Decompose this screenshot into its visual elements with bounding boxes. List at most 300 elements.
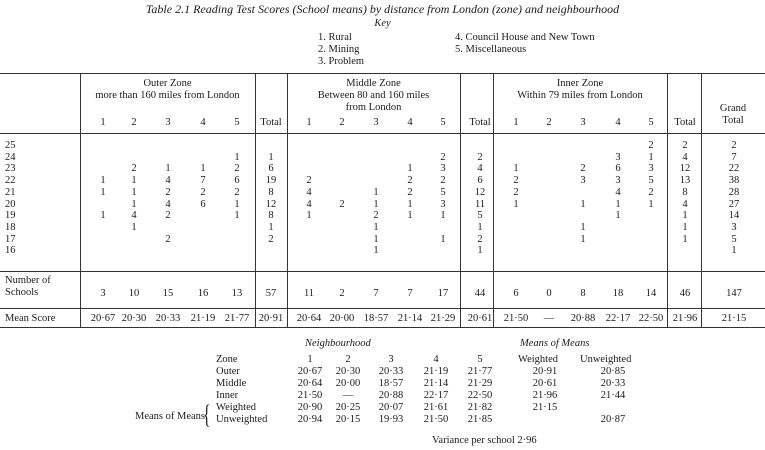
score-cell — [400, 140, 420, 151]
schools-count-cell: 57 — [265, 288, 277, 299]
score-cell: 1 — [407, 210, 413, 221]
grand-total-cell: 28 — [728, 187, 740, 198]
grand-total-cell: 38 — [728, 175, 740, 186]
mean-score-cell: 21·77 — [224, 313, 250, 324]
neighbourhood-heading: Neighbourhood — [305, 338, 371, 349]
key-item: 5. Miscellaneous — [455, 44, 527, 55]
score-cell: 2 — [234, 187, 240, 198]
neighbourhood-header: 1 — [306, 117, 312, 128]
score-cell: 3 — [615, 152, 621, 163]
score-cell — [539, 140, 559, 151]
summary-value: 20·94 — [297, 414, 323, 425]
summary-row-label: Middle — [216, 378, 247, 389]
score-cell — [227, 245, 247, 256]
grand-total-cell: 1 — [731, 245, 737, 256]
means-of-means-heading: Means of Means — [520, 338, 590, 349]
score-cell: 2 — [513, 187, 519, 198]
mean-score-cell: 20·67 — [90, 313, 116, 324]
zone-total-cell: 1 — [682, 210, 688, 221]
score-cell — [193, 140, 213, 151]
summary-weighted-value: 21·96 — [532, 390, 558, 401]
score-cell: 1 — [100, 187, 106, 198]
summary-value: 21·77 — [467, 366, 493, 377]
key-item: 2. Mining — [318, 44, 360, 55]
score-cell: 1 — [306, 210, 312, 221]
score-cell — [158, 140, 178, 151]
score-cell — [158, 152, 178, 163]
summary-unweighted-value: 21·44 — [600, 390, 626, 401]
score-cell — [299, 140, 319, 151]
summary-value: 20·07 — [378, 402, 404, 413]
score-cell — [332, 163, 352, 174]
zone-total-cell: 13 — [679, 175, 691, 186]
zone-total-cell: 12 — [265, 199, 277, 210]
neighbourhood-header: 3 — [165, 117, 171, 128]
score-cell — [332, 245, 352, 256]
score-cell — [641, 234, 661, 245]
middle-zone-header: Middle Zone Between 80 and 160 miles from London — [317, 78, 430, 113]
score-cell: 1 — [615, 199, 621, 210]
score-cell: 2 — [648, 187, 654, 198]
score-cell — [332, 187, 352, 198]
key-heading: Key — [374, 18, 391, 29]
score-cell — [332, 222, 352, 233]
score-cell — [193, 245, 213, 256]
score-cell — [93, 152, 113, 163]
score-cell — [641, 245, 661, 256]
summary-col-header: 1 — [307, 354, 313, 365]
summary-row-label: Outer — [216, 366, 240, 377]
zone-total-cell: 2 — [682, 140, 688, 151]
score-cell: 1 — [234, 210, 240, 221]
mean-score-cell: 20·61 — [467, 313, 493, 324]
score-cell — [299, 234, 319, 245]
zone-total-cell: 1 — [268, 152, 274, 163]
score-cell — [433, 140, 453, 151]
score-cell: 1 — [407, 199, 413, 210]
score-cell — [539, 199, 559, 210]
score-cell: 1 — [373, 199, 379, 210]
summary-row-label: Weighted — [216, 402, 256, 413]
mean-score-cell: 21·50 — [503, 313, 529, 324]
schools-count-cell: 18 — [612, 288, 624, 299]
schools-count-cell: 16 — [197, 288, 209, 299]
score-cell — [227, 234, 247, 245]
summary-value: 22·17 — [423, 390, 449, 401]
score-cell — [332, 234, 352, 245]
summary-value: 20·33 — [378, 366, 404, 377]
zone-total-cell: 2 — [477, 234, 483, 245]
summary-value: 20·64 — [297, 378, 323, 389]
schools-count-cell: 7 — [373, 288, 379, 299]
score-cell — [539, 152, 559, 163]
score-cell: 1 — [440, 210, 446, 221]
score-cell — [299, 222, 319, 233]
schools-count-cell: 44 — [474, 288, 486, 299]
mean-score-cell: 22·17 — [605, 313, 631, 324]
score-cell — [332, 140, 352, 151]
score-cell — [124, 245, 144, 256]
zone-total-cell: 4 — [477, 163, 483, 174]
score-cell: 7 — [200, 175, 206, 186]
score-cell — [608, 234, 628, 245]
score-cell — [93, 245, 113, 256]
score-cell: 4 — [615, 187, 621, 198]
brace-icon: { — [203, 400, 211, 429]
score-cell: 2 — [165, 187, 171, 198]
score-cell: 1 — [200, 163, 206, 174]
schools-count-cell: 14 — [645, 288, 657, 299]
score-cell — [400, 222, 420, 233]
score-cell — [506, 245, 526, 256]
score-cell — [193, 152, 213, 163]
summary-value: 19·93 — [378, 414, 404, 425]
zone-total-cell: 1 — [682, 234, 688, 245]
neighbourhood-header: 5 — [234, 117, 240, 128]
score-cell: 1 — [165, 163, 171, 174]
score-label: 22 — [5, 175, 16, 186]
mean-score-cell: — — [543, 313, 555, 324]
zone-total-cell: 1 — [268, 222, 274, 233]
grand-total-cell: 14 — [728, 210, 740, 221]
score-label: 16 — [5, 245, 16, 256]
neighbourhood-header: 1 — [100, 117, 106, 128]
neighbourhood-header: 4 — [615, 117, 621, 128]
score-cell: 1 — [131, 175, 137, 186]
score-cell — [93, 234, 113, 245]
mean-score-cell: 21·96 — [672, 313, 698, 324]
score-cell — [641, 222, 661, 233]
score-cell — [506, 140, 526, 151]
total-header: Total — [260, 117, 282, 128]
score-cell — [193, 222, 213, 233]
schools-rule — [0, 271, 765, 272]
score-cell: 2 — [339, 199, 345, 210]
zone-total-cell: 6 — [268, 163, 274, 174]
mean-score-cell: 20·00 — [329, 313, 355, 324]
score-cell: 2 — [648, 140, 654, 151]
score-cell: 2 — [513, 175, 519, 186]
summary-row-label: Unweighted — [216, 414, 268, 425]
key-item: 4. Council House and New Town — [455, 32, 595, 43]
score-label: 18 — [5, 222, 16, 233]
schools-count-cell: 0 — [546, 288, 552, 299]
summary-col-header: 2 — [345, 354, 351, 365]
score-label: 24 — [5, 152, 16, 163]
zone-total-cell: 2 — [477, 152, 483, 163]
score-cell — [93, 199, 113, 210]
score-cell: 3 — [615, 175, 621, 186]
schools-count-cell: 8 — [580, 288, 586, 299]
score-cell — [539, 222, 559, 233]
score-cell — [193, 210, 213, 221]
zone-total-cell: 6 — [477, 175, 483, 186]
summary-col-header: 4 — [433, 354, 439, 365]
score-cell: 1 — [373, 245, 379, 256]
score-cell: 2 — [440, 175, 446, 186]
neighbourhood-header: 3 — [373, 117, 379, 128]
neighbourhood-header: 1 — [513, 117, 519, 128]
summary-value: 20·15 — [335, 414, 361, 425]
schools-count-cell: 3 — [100, 288, 106, 299]
zone-total-cell: 11 — [474, 199, 486, 210]
score-cell — [400, 245, 420, 256]
score-cell: 2 — [407, 187, 413, 198]
score-cell — [608, 245, 628, 256]
zone-total-cell: 1 — [682, 222, 688, 233]
score-cell: 2 — [373, 210, 379, 221]
summary-value: 21·82 — [467, 402, 493, 413]
score-cell: 1 — [373, 222, 379, 233]
zone-label: Zone — [216, 354, 238, 365]
score-label: 21 — [5, 187, 16, 198]
mean-score-cell: 21·15 — [721, 313, 747, 324]
score-label: 23 — [5, 163, 16, 174]
neighbourhood-header: 2 — [339, 117, 345, 128]
score-cell: 1 — [373, 187, 379, 198]
score-cell: 2 — [306, 175, 312, 186]
score-cell — [539, 234, 559, 245]
score-cell: 1 — [440, 234, 446, 245]
summary-col-header: 3 — [388, 354, 394, 365]
score-cell: 3 — [580, 175, 586, 186]
schools-count-cell: 7 — [407, 288, 413, 299]
score-cell: 1 — [407, 163, 413, 174]
score-label: 19 — [5, 210, 16, 221]
score-cell: 1 — [131, 199, 137, 210]
score-cell: 1 — [648, 199, 654, 210]
score-cell: 1 — [100, 175, 106, 186]
score-cell — [227, 222, 247, 233]
summary-value: 21·50 — [297, 390, 323, 401]
score-cell — [193, 234, 213, 245]
summary-weighted-value: 20·61 — [532, 378, 558, 389]
table-title: Table 2.1 Reading Test Scores (School means) by distance from London (zone) and neighbourhood — [145, 2, 620, 16]
score-cell: 6 — [615, 163, 621, 174]
mean-rule — [0, 308, 765, 309]
summary-unweighted-value: 20·33 — [600, 378, 626, 389]
score-cell — [332, 175, 352, 186]
score-cell: 4 — [306, 187, 312, 198]
score-cell — [539, 245, 559, 256]
summary-value: 21·19 — [423, 366, 449, 377]
total-header: Total — [674, 117, 696, 128]
summary-value: 20·30 — [335, 366, 361, 377]
score-cell — [158, 245, 178, 256]
schools-count-cell: 17 — [437, 288, 449, 299]
neighbourhood-header: 4 — [407, 117, 413, 128]
mean-score-cell: 20·64 — [296, 313, 322, 324]
score-cell: 5 — [648, 175, 654, 186]
score-cell: 2 — [131, 163, 137, 174]
score-cell: 1 — [513, 199, 519, 210]
zone-total-cell: 1 — [477, 222, 483, 233]
summary-value: 22·50 — [467, 390, 493, 401]
grand-total-cell: 2 — [731, 140, 737, 151]
score-cell — [539, 175, 559, 186]
neighbourhood-header: 4 — [200, 117, 206, 128]
score-cell: 1 — [615, 210, 621, 221]
score-cell — [400, 234, 420, 245]
schools-count-cell: 15 — [162, 288, 174, 299]
summary-value: — — [342, 390, 354, 401]
unweighted-col-header: Unweighted — [580, 354, 632, 365]
mean-score-cell: 20·88 — [570, 313, 596, 324]
score-cell: 2 — [165, 234, 171, 245]
mean-score-cell: 20·30 — [121, 313, 147, 324]
schools-count-cell: 11 — [303, 288, 315, 299]
grand-total-cell: 7 — [731, 152, 737, 163]
zone-total-cell — [258, 245, 284, 256]
summary-col-header: 5 — [477, 354, 483, 365]
number-of-schools-label: Number of Schools — [5, 275, 51, 298]
score-cell: 4 — [131, 210, 137, 221]
zone-total-cell — [467, 140, 493, 151]
score-cell — [332, 210, 352, 221]
grand-total-cell: 22 — [728, 163, 740, 174]
summary-value: 21·50 — [423, 414, 449, 425]
score-cell — [158, 222, 178, 233]
score-cell: 2 — [234, 163, 240, 174]
zone-total-cell: 12 — [679, 163, 691, 174]
grand-total-cell: 3 — [731, 222, 737, 233]
zone-total-cell — [258, 140, 284, 151]
variance-note: Variance per school 2·96 — [432, 435, 537, 446]
score-cell: 2 — [440, 152, 446, 163]
score-cell — [299, 163, 319, 174]
weighted-col-header: Weighted — [518, 354, 558, 365]
score-cell — [573, 210, 593, 221]
score-cell: 1 — [580, 234, 586, 245]
neighbourhood-header: 2 — [546, 117, 552, 128]
summary-value: 20·00 — [335, 378, 361, 389]
summary-value: 21·85 — [467, 414, 493, 425]
score-cell: 2 — [165, 210, 171, 221]
score-cell — [93, 140, 113, 151]
score-cell: 4 — [165, 199, 171, 210]
score-cell: 6 — [234, 175, 240, 186]
total-header: Total — [469, 117, 491, 128]
score-cell: 3 — [440, 199, 446, 210]
zone-total-cell: 8 — [682, 187, 688, 198]
key-list-right — [455, 32, 595, 56]
score-cell — [506, 152, 526, 163]
score-cell — [506, 210, 526, 221]
zone-total-cell: 4 — [682, 199, 688, 210]
mean-score-cell: 20·91 — [258, 313, 284, 324]
score-cell: 1 — [580, 222, 586, 233]
summary-value: 20·25 — [335, 402, 361, 413]
summary-value: 20·88 — [378, 390, 404, 401]
neighbourhood-header: 5 — [648, 117, 654, 128]
score-cell — [573, 187, 593, 198]
summary-value: 21·61 — [423, 402, 449, 413]
score-cell: 6 — [200, 199, 206, 210]
score-cell: 1 — [234, 152, 240, 163]
schools-count-cell: 147 — [726, 288, 742, 299]
mean-score-cell: 18·57 — [363, 313, 389, 324]
summary-weighted-value: 20·91 — [532, 366, 558, 377]
neighbourhood-header: 5 — [440, 117, 446, 128]
column-divider — [80, 73, 81, 327]
neighbourhood-header: 3 — [580, 117, 586, 128]
score-cell — [433, 245, 453, 256]
zone-total-cell: 8 — [268, 187, 274, 198]
score-cell: 3 — [440, 163, 446, 174]
summary-value: 21·14 — [423, 378, 449, 389]
score-cell — [608, 140, 628, 151]
score-cell — [124, 234, 144, 245]
score-cell — [506, 234, 526, 245]
score-cell: 1 — [100, 210, 106, 221]
score-cell: 2 — [580, 163, 586, 174]
mean-score-cell: 21·19 — [190, 313, 216, 324]
key-item: 3. Problem — [318, 56, 365, 67]
mean-score-cell: 21·14 — [397, 313, 423, 324]
score-cell: 1 — [513, 163, 519, 174]
score-cell: 4 — [165, 175, 171, 186]
zone-total-cell: 1 — [477, 245, 483, 256]
key-item: 1. Rural — [318, 32, 352, 43]
score-cell: 1 — [131, 222, 137, 233]
score-cell — [366, 140, 386, 151]
table-top-rule — [0, 73, 765, 74]
mean-score-label: Mean Score — [5, 313, 56, 324]
header-rule — [0, 133, 765, 134]
means-of-means-label: Means of Means — [135, 411, 205, 422]
score-cell — [506, 222, 526, 233]
summary-value: 20·90 — [297, 402, 323, 413]
table-bottom-rule — [0, 327, 765, 328]
schools-count-cell: 46 — [679, 288, 691, 299]
inner-zone-header: Inner Zone Within 79 miles from London — [517, 78, 643, 101]
mean-score-cell: 20·33 — [155, 313, 181, 324]
score-cell: 1 — [131, 187, 137, 198]
score-label: 20 — [5, 199, 16, 210]
score-cell: 1 — [580, 199, 586, 210]
score-cell: 1 — [648, 152, 654, 163]
schools-count-cell: 6 — [513, 288, 519, 299]
score-cell — [573, 245, 593, 256]
score-label: 25 — [5, 140, 16, 151]
score-cell — [641, 210, 661, 221]
score-cell — [539, 187, 559, 198]
summary-value: 18·57 — [378, 378, 404, 389]
score-cell — [608, 222, 628, 233]
zone-total-cell: 2 — [268, 234, 274, 245]
zone-total-cell: 5 — [477, 210, 483, 221]
grand-total-cell: 27 — [728, 199, 740, 210]
score-cell: 4 — [306, 199, 312, 210]
score-cell — [573, 152, 593, 163]
schools-count-cell: 10 — [128, 288, 140, 299]
score-cell — [299, 245, 319, 256]
score-cell — [366, 163, 386, 174]
score-cell — [366, 175, 386, 186]
score-cell — [573, 140, 593, 151]
score-cell — [400, 152, 420, 163]
zone-total-cell: 12 — [474, 187, 486, 198]
summary-weighted-value: 21·15 — [532, 402, 558, 413]
score-cell — [433, 222, 453, 233]
score-cell: 1 — [373, 234, 379, 245]
summary-unweighted-value: 20·85 — [600, 366, 626, 377]
score-cell — [227, 140, 247, 151]
score-label: 17 — [5, 234, 16, 245]
outer-zone-header: Outer Zone more than 160 miles from London — [95, 78, 240, 101]
score-cell — [124, 152, 144, 163]
summary-unweighted-value: 20·87 — [600, 414, 626, 425]
